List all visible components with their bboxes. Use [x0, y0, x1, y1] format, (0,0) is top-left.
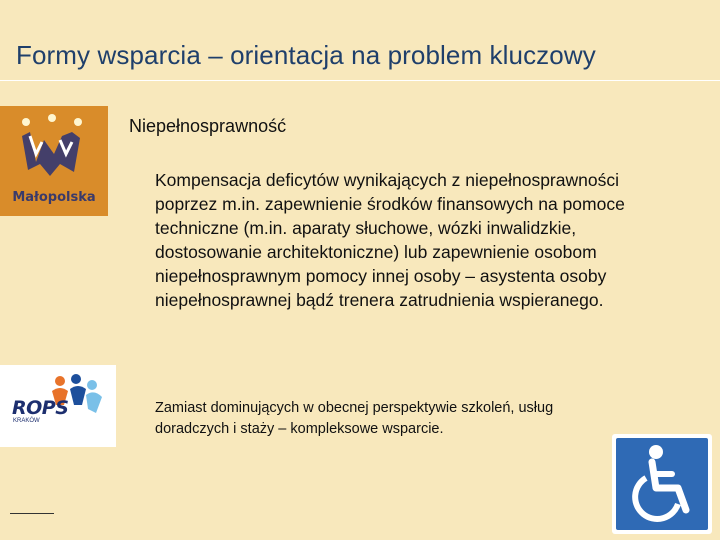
rops-wordmark: ROPS	[12, 397, 69, 419]
rops-subtext: KRAKÓW	[13, 418, 40, 424]
main-paragraph: Kompensacja deficytów wynikających z niepełnosprawności poprzez m.in. zapewnienie środków finansowych na pomoce techniczne (m.in. aparaty słuchowe, wózki inwalidzkie, dostosowanie architektoniczne) lub zapewnienie osobom niepełnosprawnym pomocy innej osoby – asystenta osoby niepełnosprawnej bądź trenera zatrudnienia wspieranego.	[155, 170, 625, 310]
secondary-paragraph: Zamiast dominujących w obecnej perspektywie szkoleń, usług doradczych i staży – kompleksowe wsparcie.	[155, 400, 554, 437]
section-heading: Niepełnosprawność	[129, 116, 287, 136]
malopolska-emblem-icon	[0, 106, 108, 190]
slide-title: Formy wsparcia – orientacja na problem kluczowy	[16, 40, 596, 70]
rops-logo	[0, 365, 116, 447]
wheelchair-sign	[612, 434, 712, 534]
malopolska-wordmark: Małopolska	[12, 190, 96, 205]
footer-rule	[10, 513, 54, 514]
wheelchair-icon	[616, 438, 708, 530]
malopolska-logo	[0, 106, 108, 216]
title-divider	[0, 80, 720, 81]
